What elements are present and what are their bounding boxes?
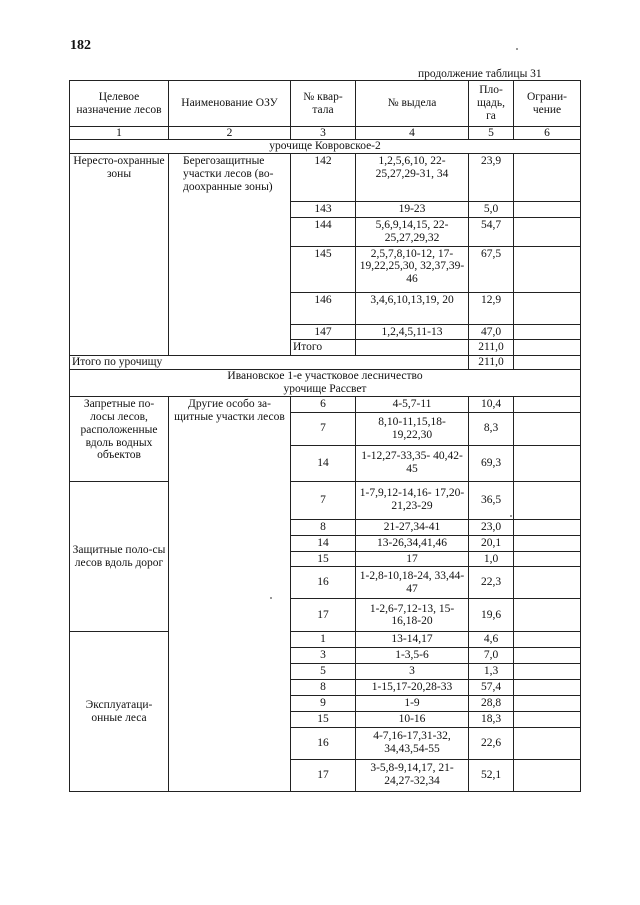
- area-cell: 12,9: [469, 292, 514, 324]
- restriction-cell: [514, 599, 581, 632]
- table-row: [70, 153, 581, 201]
- restriction-cell: [514, 340, 581, 356]
- purpose-cell: Защитные поло-сы лесов вдоль дорог: [70, 481, 169, 632]
- area-cell: 22,6: [469, 727, 514, 759]
- quarter-cell: 1: [291, 632, 356, 648]
- vydel-cell: 19-23: [356, 201, 469, 217]
- subtotal-label: Итого: [291, 340, 356, 356]
- column-number-row: [70, 127, 581, 140]
- restriction-cell: [514, 759, 581, 791]
- quarter-cell: 15: [291, 551, 356, 567]
- restriction-cell: [514, 356, 581, 370]
- quarter-cell: 8: [291, 519, 356, 535]
- area-cell: 1,0: [469, 551, 514, 567]
- vydel-cell: 5,6,9,14,15, 22-25,27,29,32: [356, 217, 469, 246]
- area-cell: 54,7: [469, 217, 514, 246]
- area-cell: 1,3: [469, 664, 514, 680]
- header-quarter: № квар-тала: [291, 81, 356, 127]
- section-title-line: урочище Рассвет: [283, 383, 367, 395]
- area-cell: 7,0: [469, 648, 514, 664]
- forest-table: [69, 80, 581, 792]
- vydel-cell: 1-9: [356, 695, 469, 711]
- quarter-cell: 6: [291, 396, 356, 412]
- area-cell: 19,6: [469, 599, 514, 632]
- restriction-cell: [514, 324, 581, 340]
- restriction-cell: [514, 567, 581, 599]
- section-title: [70, 370, 581, 397]
- purpose-cell: Запретные по-лосы лесов, расположенные вдоль водных объектов: [70, 396, 169, 481]
- restriction-cell: [514, 153, 581, 201]
- restriction-cell: [514, 445, 581, 481]
- vydel-cell: 1-15,17-20,28-33: [356, 680, 469, 696]
- quarter-cell: 17: [291, 599, 356, 632]
- vydel-cell: [356, 340, 469, 356]
- area-cell: 47,0: [469, 324, 514, 340]
- restriction-cell: [514, 648, 581, 664]
- purpose-cell: Эксплуатаци-онные леса: [70, 632, 169, 791]
- total-row: [70, 356, 581, 370]
- restriction-cell: [514, 519, 581, 535]
- quarter-cell: 142: [291, 153, 356, 201]
- area-cell: 10,4: [469, 396, 514, 412]
- area-cell: 20,1: [469, 535, 514, 551]
- column-number: 3: [291, 127, 356, 140]
- area-cell: 28,8: [469, 695, 514, 711]
- page-number: 182: [70, 38, 91, 53]
- vydel-cell: 4-7,16-17,31-32, 34,43,54-55: [356, 727, 469, 759]
- area-cell: 22,3: [469, 567, 514, 599]
- restriction-cell: [514, 412, 581, 445]
- quarter-cell: 14: [291, 445, 356, 481]
- area-cell: 52,1: [469, 759, 514, 791]
- restriction-cell: [514, 481, 581, 519]
- area-cell: 57,4: [469, 680, 514, 696]
- header-restriction: Ограни-чение: [514, 81, 581, 127]
- vydel-cell: 1-12,27-33,35- 40,42-45: [356, 445, 469, 481]
- quarter-cell: 5: [291, 664, 356, 680]
- area-cell: 23,9: [469, 153, 514, 201]
- vydel-cell: 17: [356, 551, 469, 567]
- vydel-cell: 3-5,8-9,14,17, 21-24,27-32,34: [356, 759, 469, 791]
- quarter-cell: 147: [291, 324, 356, 340]
- section-title-line: Ивановское 1-е участковое лесничество: [227, 370, 423, 383]
- restriction-cell: [514, 246, 581, 292]
- quarter-cell: 9: [291, 695, 356, 711]
- quarter-cell: 8: [291, 680, 356, 696]
- quarter-cell: 15: [291, 711, 356, 727]
- quarter-cell: 146: [291, 292, 356, 324]
- area-cell: 23,0: [469, 519, 514, 535]
- vydel-cell: 1-3,5-6: [356, 648, 469, 664]
- restriction-cell: [514, 551, 581, 567]
- quarter-cell: 16: [291, 567, 356, 599]
- area-cell: 69,3: [469, 445, 514, 481]
- table-continuation-caption: продолжение таблицы 31: [418, 68, 542, 80]
- vydel-cell: 1-2,6-7,12-13, 15-16,18-20: [356, 599, 469, 632]
- quarter-cell: 7: [291, 412, 356, 445]
- ozu-cell: Другие особо за-щитные участки лесов: [169, 396, 291, 791]
- column-number: 5: [469, 127, 514, 140]
- restriction-cell: [514, 711, 581, 727]
- table-row: [70, 481, 581, 519]
- total-label: Итого по урочищу: [70, 356, 469, 370]
- restriction-cell: [514, 217, 581, 246]
- quarter-cell: 17: [291, 759, 356, 791]
- area-cell: 4,6: [469, 632, 514, 648]
- quarter-cell: 16: [291, 727, 356, 759]
- quarter-cell: 144: [291, 217, 356, 246]
- vydel-cell: 13-14,17: [356, 632, 469, 648]
- column-number: 2: [169, 127, 291, 140]
- vydel-cell: 3: [356, 664, 469, 680]
- section-title-row: [70, 370, 581, 397]
- table-row: [70, 396, 581, 412]
- ozu-cell: Берегозащитные участки лесов (во-доохранные зоны): [169, 153, 291, 355]
- column-number: 4: [356, 127, 469, 140]
- vydel-cell: 1-2,8-10,18-24, 33,44-47: [356, 567, 469, 599]
- header-vydel: № выдела: [356, 81, 469, 127]
- section-title-row: [70, 140, 581, 154]
- restriction-cell: [514, 292, 581, 324]
- header-purpose: Целевое назначение лесов: [70, 81, 169, 127]
- area-cell: 5,0: [469, 201, 514, 217]
- vydel-cell: 8,10-11,15,18- 19,22,30: [356, 412, 469, 445]
- restriction-cell: [514, 727, 581, 759]
- restriction-cell: [514, 535, 581, 551]
- vydel-cell: 21-27,34-41: [356, 519, 469, 535]
- section-title: урочище Ковровское-2: [70, 140, 581, 154]
- column-number: 1: [70, 127, 169, 140]
- vydel-cell: 1,2,5,6,10, 22-25,27,29-31, 34: [356, 153, 469, 201]
- restriction-cell: [514, 695, 581, 711]
- restriction-cell: [514, 664, 581, 680]
- vydel-cell: 1-7,9,12-14,16- 17,20-21,23-29: [356, 481, 469, 519]
- restriction-cell: [514, 632, 581, 648]
- restriction-cell: [514, 680, 581, 696]
- quarter-cell: 14: [291, 535, 356, 551]
- restriction-cell: [514, 201, 581, 217]
- vydel-cell: 4-5,7-11: [356, 396, 469, 412]
- area-cell: 8,3: [469, 412, 514, 445]
- vydel-cell: 13-26,34,41,46: [356, 535, 469, 551]
- area-cell: 67,5: [469, 246, 514, 292]
- vydel-cell: 2,5,7,8,10-12, 17-19,22,25,30, 32,37,39-46: [356, 246, 469, 292]
- quarter-cell: 143: [291, 201, 356, 217]
- restriction-cell: [514, 396, 581, 412]
- vydel-cell: 1,2,4,5,11-13: [356, 324, 469, 340]
- table-row: [70, 632, 581, 648]
- header-ozu-name: Наименование ОЗУ: [169, 81, 291, 127]
- header-row: [70, 81, 581, 127]
- total-area: 211,0: [469, 356, 514, 370]
- subtotal-area: 211,0: [469, 340, 514, 356]
- purpose-cell: Нересто-охранные зоны: [70, 153, 169, 355]
- vydel-cell: 3,4,6,10,13,19, 20: [356, 292, 469, 324]
- quarter-cell: 7: [291, 481, 356, 519]
- header-area: Пло-щадь, га: [469, 81, 514, 127]
- scan-speck: [516, 48, 518, 50]
- quarter-cell: 145: [291, 246, 356, 292]
- quarter-cell: 3: [291, 648, 356, 664]
- vydel-cell: 10-16: [356, 711, 469, 727]
- area-cell: 18,3: [469, 711, 514, 727]
- column-number: 6: [514, 127, 581, 140]
- area-cell: 36,5: [469, 481, 514, 519]
